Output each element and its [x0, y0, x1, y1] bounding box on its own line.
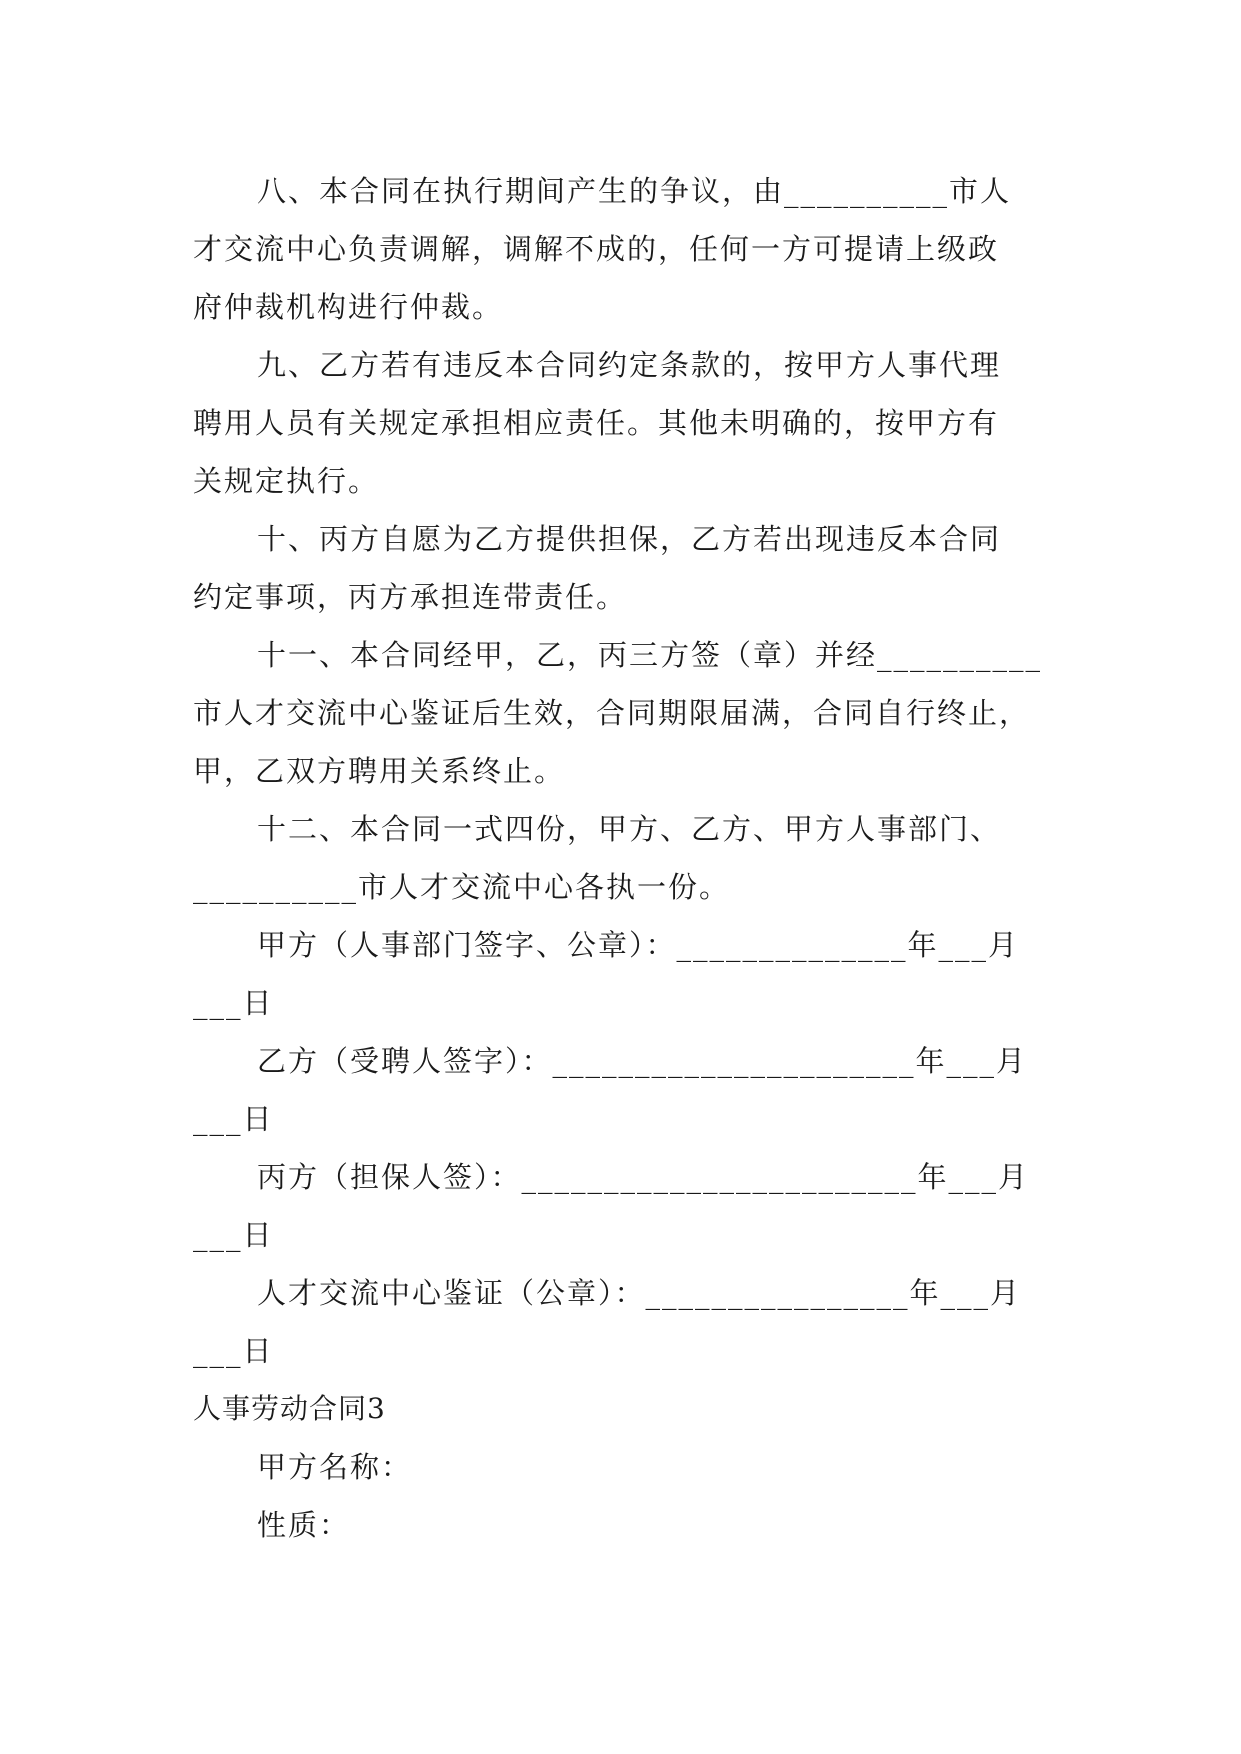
clause-11-line-2: 市人才交流中心鉴证后生效，合同期限届满，合同自行终止，	[193, 696, 1031, 730]
clause-9-line-3: 关规定执行。	[193, 464, 380, 498]
talent-center-date-day: ___日	[193, 1334, 274, 1368]
party-a-name-field: 甲方名称：	[257, 1450, 413, 1484]
party-a-signature-line: 甲方（人事部门签字、公章）：______________年___月	[257, 928, 1020, 962]
clause-8-line-2: 才交流中心负责调解，调解不成的，任何一方可提请上级政	[193, 232, 1000, 266]
section-heading: 人事劳动合同3	[193, 1392, 386, 1425]
clause-12-line-1: 十二、本合同一式四份，甲方、乙方、甲方人事部门、	[257, 812, 1002, 846]
clause-11-line-1: 十一、本合同经甲，乙，丙三方签（章）并经__________	[257, 638, 1043, 672]
talent-center-signature-line: 人才交流中心鉴证（公章）：________________年___月	[257, 1276, 1022, 1310]
party-a-date-day: ___日	[193, 986, 274, 1020]
document-body	[193, 162, 1053, 1554]
clause-12-line-2: __________市人才交流中心各执一份。	[193, 870, 731, 904]
clause-9-line-2: 聘用人员有关规定承担相应责任。其他未明确的，按甲方有	[193, 406, 1000, 440]
clause-11-line-3: 甲，乙双方聘用关系终止。	[193, 754, 566, 788]
nature-field: 性质：	[257, 1508, 351, 1542]
clause-9-line-1: 九、乙方若有违反本合同约定条款的，按甲方人事代理	[257, 348, 1002, 382]
clause-10-line-2: 约定事项，丙方承担连带责任。	[193, 580, 628, 614]
party-c-signature-line: 丙方（担保人签）：________________________年___月	[257, 1160, 1030, 1194]
clause-8-line-1: 八、本合同在执行期间产生的争议，由__________市人	[257, 174, 1012, 208]
clause-8-line-3: 府仲裁机构进行仲裁。	[193, 290, 504, 324]
clause-10-line-1: 十、丙方自愿为乙方提供担保，乙方若出现违反本合同	[257, 522, 1002, 556]
party-b-date-day: ___日	[193, 1102, 274, 1136]
party-b-signature-line: 乙方（受聘人签字）：______________________年___月	[257, 1044, 1028, 1078]
party-c-date-day: ___日	[193, 1218, 274, 1252]
